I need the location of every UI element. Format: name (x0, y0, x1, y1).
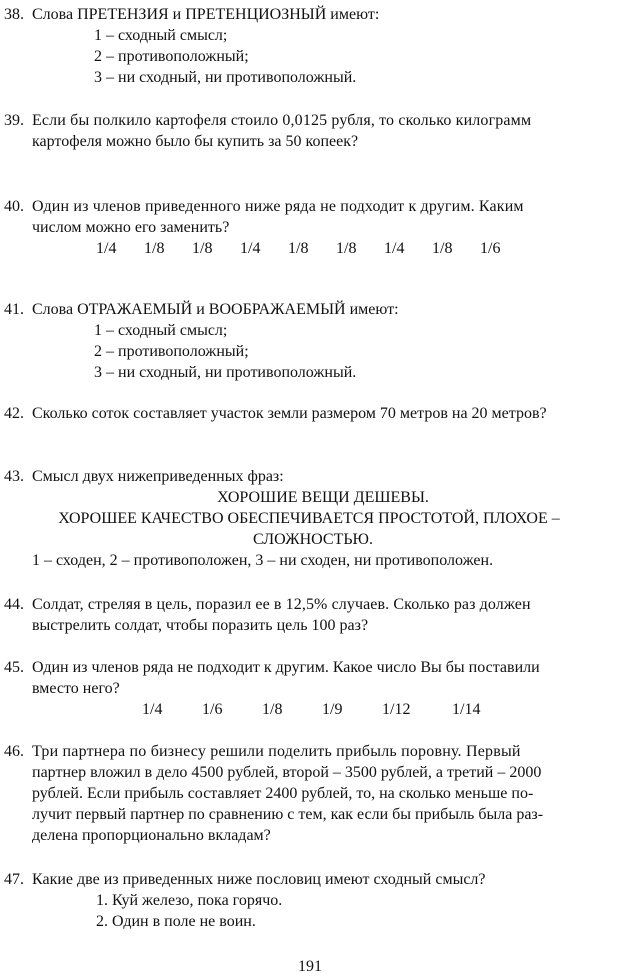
question-text: Слова ПРЕТЕНЗИЯ и ПРЕТЕНЦИОЗНЫЙ имеют: (32, 6, 380, 23)
question-38 (4, 4, 614, 88)
question-line: картофеля можно было бы купить за 50 копеек? (32, 133, 359, 150)
question-text: Какие две из приведенных ниже пословиц имеют сходный смысл? (32, 871, 486, 888)
question-44 (4, 594, 614, 636)
series-item: 1/8 (144, 240, 165, 257)
series-item: 1/8 (336, 240, 357, 257)
phrase-1: ХОРОШИЕ ВЕЩИ ДЕШЕВЫ. (217, 489, 429, 506)
question-number: 46. (4, 743, 24, 760)
series-item: 1/6 (202, 701, 223, 718)
option-1: 1 – сходный смысл; (94, 322, 228, 339)
question-number: 47. (4, 871, 24, 888)
phrase-2-line-1: ХОРОШЕЕ КАЧЕСТВО ОБЕСПЕЧИВАЕТСЯ ПРОСТОТОЙ, ПЛОХОЕ – (58, 510, 560, 527)
option-3: 3 – ни сходный, ни противоположный. (94, 69, 357, 86)
question-line: Если бы полкило картофеля стоило 0,0125 рубля, то сколько килограмм (32, 112, 532, 129)
question-line: числом можно его заменить? (32, 219, 230, 236)
question-39 (4, 110, 614, 152)
question-41 (4, 299, 614, 383)
answer-options: 1 – сходен, 2 – противоположен, 3 – ни сходен, ни противоположен. (32, 552, 494, 569)
option-2: 2 – противоположный; (94, 48, 249, 65)
proverb-2: 2. Один в поле не воин. (96, 913, 256, 930)
question-line: партнер вложил в дело 4500 рублей, второй – 3500 рублей, а третий – 2000 (32, 764, 542, 781)
question-line: рублей. Если прибыль составляет 2400 рублей, то, на сколько меньше по- (32, 785, 534, 802)
series-item: 1/12 (382, 701, 411, 718)
question-40 (4, 196, 614, 259)
series-item: 1/4 (240, 240, 261, 257)
series-item: 1/4 (142, 701, 163, 718)
series-item: 1/9 (322, 701, 343, 718)
question-45 (4, 657, 614, 720)
question-number: 38. (4, 6, 24, 23)
question-42 (4, 403, 614, 424)
question-line: делена пропорционально вкладам? (32, 827, 271, 844)
option-2: 2 – противоположный; (94, 343, 249, 360)
question-number: 43. (4, 468, 24, 485)
question-line: Один из членов приведенного ниже ряда не подходит к другим. Каким (32, 198, 524, 215)
series-item: 1/6 (480, 240, 501, 257)
question-line: Три партнера по бизнесу решили поделить прибыль поровну. Первый (32, 743, 521, 760)
series-item: 1/4 (384, 240, 405, 257)
question-line: Один из членов ряда не подходит к другим. Какое число Вы бы поставили (32, 659, 540, 676)
question-number: 40. (4, 198, 24, 215)
question-text: Смысл двух нижеприведенных фраз: (32, 468, 284, 485)
question-46 (4, 741, 614, 846)
question-line: вместо него? (32, 680, 120, 697)
series-item: 1/4 (96, 240, 117, 257)
series-item: 1/8 (288, 240, 309, 257)
series-item: 1/8 (192, 240, 213, 257)
phrase-2-line-2: СЛОЖНОСТЬЮ. (253, 531, 373, 548)
number-series (142, 699, 614, 720)
question-number: 44. (4, 596, 24, 613)
question-number: 42. (4, 405, 24, 422)
number-series (96, 238, 614, 259)
series-item: 1/8 (262, 701, 283, 718)
question-number: 45. (4, 659, 24, 676)
page-number: 191 (298, 958, 322, 975)
question-47 (4, 869, 614, 932)
question-line: лучит первый партнер по сравнению с тем, как если бы прибыль была раз- (32, 806, 544, 823)
question-43 (4, 466, 614, 571)
question-line: выстрелить солдат, чтобы поразить цель 100 раз? (32, 617, 369, 634)
question-line: Солдат, стреляя в цель, поразил ее в 12,5% случаев. Сколько раз должен (32, 596, 531, 613)
option-3: 3 – ни сходный, ни противоположный. (94, 364, 357, 381)
proverb-1: 1. Куй железо, пока горячо. (96, 892, 283, 909)
question-number: 41. (4, 301, 24, 318)
series-item: 1/8 (432, 240, 453, 257)
series-item: 1/14 (452, 701, 481, 718)
question-text: Сколько соток составляет участок земли размером 70 метров на 20 метров? (32, 405, 547, 422)
question-number: 39. (4, 112, 24, 129)
question-text: Слова ОТРАЖАЕМЫЙ и ВООБРАЖАЕМЫЙ имеют: (32, 301, 399, 318)
option-1: 1 – сходный смысл; (94, 27, 228, 44)
